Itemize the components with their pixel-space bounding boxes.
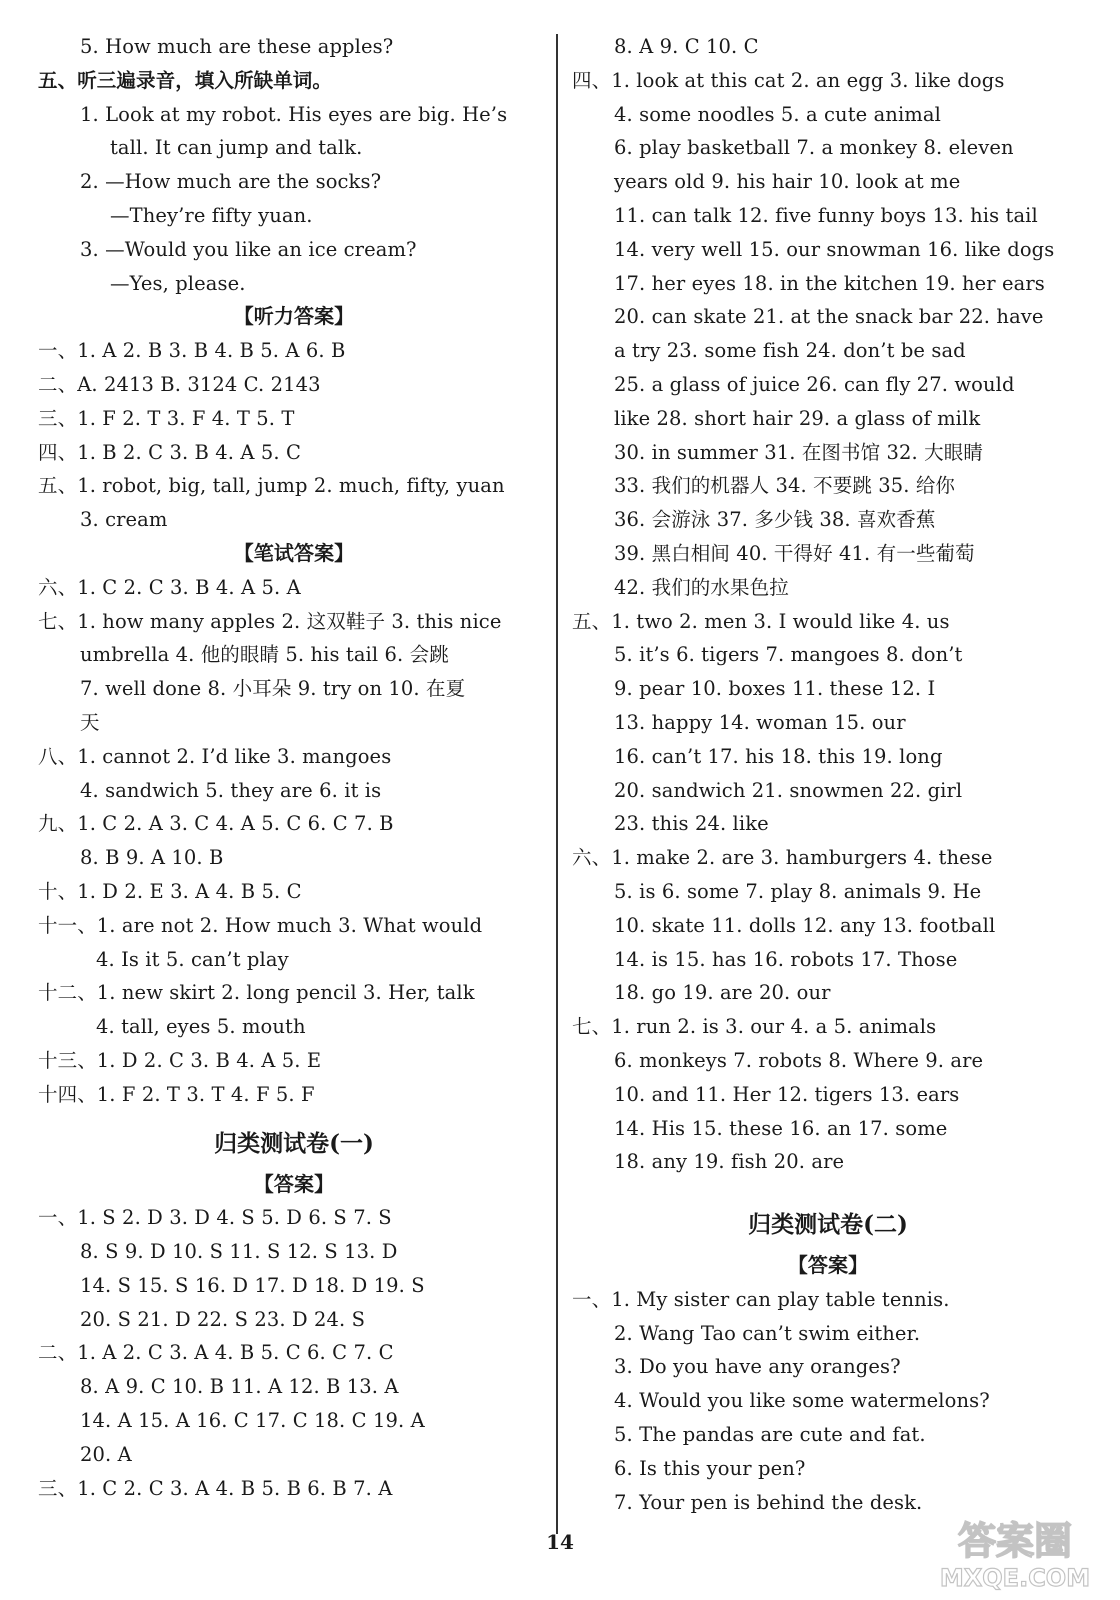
watermark-logo-icon xyxy=(924,1510,1106,1592)
answer-line: 30. in summer 31. 在图书馆 32. 大眼睛 xyxy=(614,440,983,464)
answer-line: 十一、1. are not 2. How much 3. What would xyxy=(38,913,483,937)
answer-line: 11. can talk 12. five funny boys 13. his tail xyxy=(614,203,1038,227)
right-answer-block xyxy=(572,30,1084,1179)
answer-line: 2. —How much are the socks? xyxy=(80,170,382,194)
answer-line: 17. her eyes 18. in the kitchen 19. her ears xyxy=(614,271,1045,295)
answer-line: 天 xyxy=(80,710,100,734)
answer-line: 7. well done 8. 小耳朵 9. try on 10. 在夏 xyxy=(80,677,466,701)
answer-line: 十三、1. D 2. C 3. B 4. A 5. E xyxy=(38,1048,322,1072)
answer-line: 六、1. C 2. C 3. B 4. A 5. A xyxy=(38,575,301,599)
answer-line: 3. Do you have any oranges? xyxy=(614,1355,901,1379)
answer-line: 23. this 24. like xyxy=(614,812,769,836)
answer-line: 14. His 15. these 16. an 17. some xyxy=(614,1116,948,1140)
answer-line: 20. S 21. D 22. S 23. D 24. S xyxy=(80,1307,366,1331)
answer-line: 4. Would you like some watermelons? xyxy=(614,1389,990,1413)
answer-line: 二、A. 2413 B. 3124 C. 2143 xyxy=(38,372,321,396)
answer-line: like 28. short hair 29. a glass of milk xyxy=(614,406,981,430)
answer-line: 14. very well 15. our snowman 16. like dogs xyxy=(614,237,1055,261)
answer-line: 2. Wang Tao can’t swim either. xyxy=(614,1321,921,1345)
answer-line: 36. 会游泳 37. 多少钱 38. 喜欢香蕉 xyxy=(614,508,936,532)
answer-line: 4. some noodles 5. a cute animal xyxy=(614,102,941,126)
page-number: 14 xyxy=(546,1530,574,1554)
answer-line: 7. Your pen is behind the desk. xyxy=(614,1490,923,1514)
answer-line: 18. go 19. are 20. our xyxy=(614,981,831,1005)
answer-line: 九、1. C 2. A 3. C 4. A 5. C 6. C 7. B xyxy=(38,812,394,836)
answer-line: 8. A 9. C 10. B 11. A 12. B 13. A xyxy=(80,1375,399,1399)
answer-line: 一、1. A 2. B 3. B 4. B 5. A 6. B xyxy=(38,339,346,363)
answer-line: 25. a glass of juice 26. can fly 27. would xyxy=(614,372,1015,396)
answer-line: 10. and 11. Her 12. tigers 13. ears xyxy=(614,1082,960,1106)
answer-line: 五、听三遍录音，填入所缺单词。 xyxy=(38,68,333,92)
answer-line: 三、1. C 2. C 3. A 4. B 5. B 6. B 7. A xyxy=(38,1476,393,1500)
answer-line: 9. pear 10. boxes 11. these 12. I xyxy=(614,677,936,701)
answer-line: a try 23. some fish 24. don’t be sad xyxy=(614,339,966,363)
answer-line: 20. A xyxy=(80,1442,132,1466)
section-title-test-1: 归类测试卷(一) xyxy=(214,1129,374,1157)
column-divider xyxy=(556,34,558,1534)
answer-line: tall. It can jump and talk. xyxy=(110,136,363,160)
answer-line: 3. cream xyxy=(80,508,168,532)
answer-line: 14. S 15. S 16. D 17. D 18. D 19. S xyxy=(80,1273,425,1297)
answer-line: 4. sandwich 5. they are 6. it is xyxy=(80,778,382,802)
answer-line: 八、1. cannot 2. I’d like 3. mangoes xyxy=(38,744,392,768)
answer-line: 6. play basketball 7. a monkey 8. eleven xyxy=(614,136,1014,160)
answer-line: 4. Is it 5. can’t play xyxy=(96,947,289,971)
answer-line: 20. can skate 21. at the snack bar 22. have xyxy=(614,305,1044,329)
answer-line: 8. A 9. C 10. C xyxy=(614,35,759,58)
section-title-test-2: 归类测试卷(二) xyxy=(748,1211,908,1239)
answer-line: 六、1. make 2. are 3. hamburgers 4. these xyxy=(572,846,993,870)
answer-line: 【听力答案】 xyxy=(233,304,355,329)
answer-line: 十、1. D 2. E 3. A 4. B 5. C xyxy=(38,879,302,903)
left-answer-block xyxy=(38,30,550,1112)
answer-line: 5. is 6. some 7. play 8. animals 9. He xyxy=(614,879,982,903)
answer-line: 5. How much are these apples? xyxy=(80,35,394,58)
answer-line: 20. sandwich 21. snowmen 22. girl xyxy=(614,778,963,802)
answer-line: 四、1. B 2. C 3. B 4. A 5. C xyxy=(38,440,301,464)
answer-line: 十四、1. F 2. T 3. T 4. F 5. F xyxy=(38,1082,315,1106)
answer-line: —Yes, please. xyxy=(110,271,246,295)
answer-line: —They’re fifty yuan. xyxy=(110,203,313,227)
answer-line: 五、1. robot, big, tall, jump 2. much, fifty, yuan xyxy=(38,474,505,498)
answer-line: 8. S 9. D 10. S 11. S 12. S 13. D xyxy=(80,1240,398,1264)
answer-line: 16. can’t 17. his 18. this 19. long xyxy=(614,744,943,768)
answer-line: 10. skate 11. dolls 12. any 13. football xyxy=(614,913,996,937)
left-answer-block-2 xyxy=(38,1201,550,1505)
right-answer-block-2 xyxy=(572,1283,1084,1520)
answer-line: 七、1. run 2. is 3. our 4. a 5. animals xyxy=(572,1015,937,1039)
answer-line: 4. tall, eyes 5. mouth xyxy=(96,1015,306,1039)
answer-line: 1. Look at my robot. His eyes are big. He’s xyxy=(80,102,508,126)
answer-line: 33. 我们的机器人 34. 不要跳 35. 给你 xyxy=(614,474,956,498)
answer-heading: 【答案】 xyxy=(787,1253,869,1278)
answer-line: 8. B 9. A 10. B xyxy=(80,846,224,870)
answer-line: 四、1. look at this cat 2. an egg 3. like dogs xyxy=(572,68,1005,92)
answer-line: 【笔试答案】 xyxy=(233,540,355,565)
answer-line: years old 9. his hair 10. look at me xyxy=(614,170,961,194)
answer-line: 14. is 15. has 16. robots 17. Those xyxy=(614,947,958,971)
answer-line: 6. Is this your pen? xyxy=(614,1456,806,1480)
left-column xyxy=(38,30,550,1505)
answer-line: 一、1. My sister can play table tennis. xyxy=(572,1287,950,1311)
answer-line: 十二、1. new skirt 2. long pencil 3. Her, talk xyxy=(38,981,475,1005)
answer-line: 5. The pandas are cute and fat. xyxy=(614,1423,926,1447)
answer-line: 七、1. how many apples 2. 这双鞋子 3. this nice xyxy=(38,609,502,633)
answer-line: 五、1. two 2. men 3. I would like 4. us xyxy=(572,609,950,633)
answer-heading: 【答案】 xyxy=(253,1171,335,1196)
watermark-top-text: 答案圈 xyxy=(957,1519,1073,1563)
answer-line: 3. —Would you like an ice cream? xyxy=(80,237,417,261)
answer-line: 5. it’s 6. tigers 7. mangoes 8. don’t xyxy=(614,643,963,667)
answer-line: 6. monkeys 7. robots 8. Where 9. are xyxy=(614,1048,984,1072)
answer-line: umbrella 4. 他的眼睛 5. his tail 6. 会跳 xyxy=(80,643,449,667)
answer-line: 13. happy 14. woman 15. our xyxy=(614,710,906,734)
answer-line: 三、1. F 2. T 3. F 4. T 5. T xyxy=(38,406,295,430)
answer-line: 二、1. A 2. C 3. A 4. B 5. C 6. C 7. C xyxy=(38,1341,394,1365)
answer-line: 18. any 19. fish 20. are xyxy=(614,1150,845,1174)
answer-line: 14. A 15. A 16. C 17. C 18. C 19. A xyxy=(80,1409,425,1433)
watermark-bottom-text: MXQE.COM xyxy=(939,1564,1091,1592)
answer-line: 一、1. S 2. D 3. D 4. S 5. D 6. S 7. S xyxy=(38,1206,392,1230)
answer-line: 42. 我们的水果色拉 xyxy=(614,575,789,599)
answer-line: 39. 黑白相间 40. 干得好 41. 有一些葡萄 xyxy=(614,541,975,565)
right-column xyxy=(572,30,1084,1519)
